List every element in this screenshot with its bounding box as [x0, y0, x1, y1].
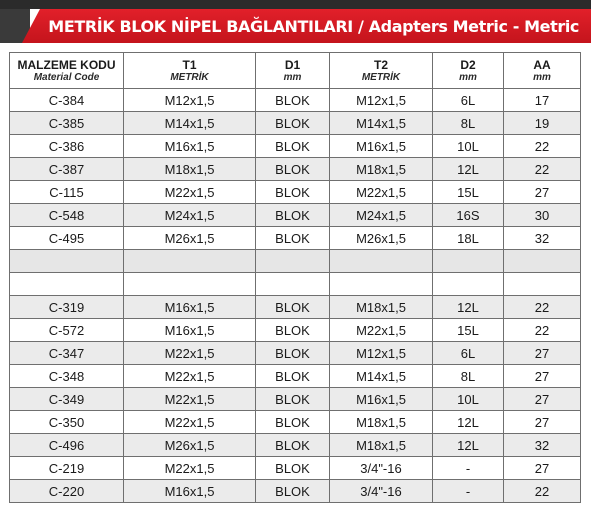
column-header-main: T2	[373, 57, 388, 72]
table-cell: M22x1,5	[124, 411, 256, 434]
table-cell: M26x1,5	[124, 434, 256, 457]
column-header	[256, 53, 330, 89]
table-cell: 10L	[433, 388, 504, 411]
table-cell: M16x1,5	[330, 388, 433, 411]
table-cell: M22x1,5	[330, 319, 433, 342]
table-cell: M24x1,5	[330, 204, 433, 227]
table-row	[10, 181, 581, 204]
table-row	[10, 365, 581, 388]
title-banner	[0, 9, 591, 43]
table-cell: BLOK	[256, 89, 330, 112]
table-cell: 22	[504, 319, 581, 342]
adapters-table	[9, 52, 581, 503]
table-cell: BLOK	[256, 296, 330, 319]
table-row	[10, 342, 581, 365]
table-cell: M18x1,5	[330, 158, 433, 181]
table-cell	[433, 273, 504, 296]
table-cell: M22x1,5	[124, 342, 256, 365]
table-row	[10, 204, 581, 227]
table-row	[10, 411, 581, 434]
table-cell: C-495	[10, 227, 124, 250]
table-row	[10, 457, 581, 480]
table-row	[10, 112, 581, 135]
table-cell: M24x1,5	[124, 204, 256, 227]
table-cell: M18x1,5	[330, 296, 433, 319]
table-cell: C-349	[10, 388, 124, 411]
table-cell: 19	[504, 112, 581, 135]
banner-title-separator: /	[358, 17, 364, 36]
table-cell: M18x1,5	[330, 434, 433, 457]
table-cell: BLOK	[256, 388, 330, 411]
table-cell: C-572	[10, 319, 124, 342]
table-cell: BLOK	[256, 135, 330, 158]
table-cell: -	[433, 457, 504, 480]
table-cell: 17	[504, 89, 581, 112]
table-cell: 27	[504, 342, 581, 365]
table-row	[10, 227, 581, 250]
table-cell: 22	[504, 480, 581, 503]
table-cell: M16x1,5	[124, 319, 256, 342]
table-cell: M18x1,5	[124, 158, 256, 181]
table-cell: BLOK	[256, 112, 330, 135]
table-cell: C-219	[10, 457, 124, 480]
column-header-sub: METRİK	[170, 71, 209, 83]
table-cell: 12L	[433, 296, 504, 319]
table-cell: C-319	[10, 296, 124, 319]
table-cell: M22x1,5	[124, 457, 256, 480]
table-cell: BLOK	[256, 365, 330, 388]
table-cell: BLOK	[256, 457, 330, 480]
column-header-sub: Material Code	[33, 71, 100, 83]
table-row-spacer	[10, 273, 581, 296]
table-cell: M26x1,5	[330, 227, 433, 250]
column-header-main: D2	[460, 57, 476, 72]
column-header-sub: mm	[459, 71, 477, 83]
table-cell: C-348	[10, 365, 124, 388]
header-row	[10, 53, 581, 89]
column-header	[504, 53, 581, 89]
table-cell: M12x1,5	[330, 342, 433, 365]
table-cell: C-386	[10, 135, 124, 158]
column-header	[124, 53, 256, 89]
table-cell: BLOK	[256, 480, 330, 503]
table-header	[10, 53, 581, 89]
table-cell: 12L	[433, 158, 504, 181]
banner-title	[48, 9, 579, 43]
table-cell: M14x1,5	[330, 365, 433, 388]
top-dark-strip	[0, 0, 591, 9]
table-cell: 27	[504, 388, 581, 411]
adapters-table-wrapper	[9, 52, 580, 503]
table-cell	[124, 273, 256, 296]
table-cell: 15L	[433, 181, 504, 204]
table-cell: 22	[504, 296, 581, 319]
table-cell: 27	[504, 181, 581, 204]
table-cell: C-548	[10, 204, 124, 227]
column-header-sub: METRİK	[361, 71, 401, 83]
column-header-main: D1	[284, 57, 301, 72]
table-row	[10, 319, 581, 342]
table-cell: BLOK	[256, 181, 330, 204]
table-cell: BLOK	[256, 411, 330, 434]
table-cell	[10, 273, 124, 296]
table-cell: M22x1,5	[124, 181, 256, 204]
table-cell	[504, 250, 581, 273]
table-cell: 10L	[433, 135, 504, 158]
table-cell: C-220	[10, 480, 124, 503]
table-row-spacer	[10, 250, 581, 273]
column-header	[433, 53, 504, 89]
table-cell: BLOK	[256, 434, 330, 457]
table-cell: C-350	[10, 411, 124, 434]
table-cell: 8L	[433, 112, 504, 135]
table-cell: 12L	[433, 411, 504, 434]
table-cell: 12L	[433, 434, 504, 457]
table-row	[10, 296, 581, 319]
table-cell: C-384	[10, 89, 124, 112]
table-cell: C-496	[10, 434, 124, 457]
table-cell: C-347	[10, 342, 124, 365]
table-row	[10, 388, 581, 411]
column-header-sub: mm	[533, 71, 551, 83]
table-row	[10, 135, 581, 158]
table-cell: 27	[504, 365, 581, 388]
table-cell: M26x1,5	[124, 227, 256, 250]
table-cell: 27	[504, 411, 581, 434]
table-cell: M12x1,5	[124, 89, 256, 112]
table-cell: M22x1,5	[124, 365, 256, 388]
column-header-main: T1	[182, 57, 197, 72]
table-cell: 8L	[433, 365, 504, 388]
table-cell	[124, 250, 256, 273]
banner-title-en: Adapters Metric - Metric	[368, 17, 579, 36]
column-header-main: AA	[533, 57, 551, 72]
table-cell: 6L	[433, 342, 504, 365]
table-row	[10, 89, 581, 112]
table-cell: M16x1,5	[124, 480, 256, 503]
table-cell: 22	[504, 135, 581, 158]
table-cell: BLOK	[256, 204, 330, 227]
column-header	[330, 53, 433, 89]
table-cell: -	[433, 480, 504, 503]
table-cell: M14x1,5	[330, 112, 433, 135]
table-cell: BLOK	[256, 227, 330, 250]
table-cell: 30	[504, 204, 581, 227]
table-cell: 6L	[433, 89, 504, 112]
table-cell: 3/4"-16	[330, 457, 433, 480]
table-cell: M22x1,5	[330, 181, 433, 204]
table-cell: 3/4"-16	[330, 480, 433, 503]
table-cell	[330, 250, 433, 273]
table-row	[10, 480, 581, 503]
table-cell: M16x1,5	[124, 135, 256, 158]
table-cell: M22x1,5	[124, 388, 256, 411]
table-cell: 22	[504, 158, 581, 181]
table-cell: 16S	[433, 204, 504, 227]
table-cell: 15L	[433, 319, 504, 342]
table-cell: 32	[504, 434, 581, 457]
table-cell: 27	[504, 457, 581, 480]
table-cell: 32	[504, 227, 581, 250]
table-cell: C-115	[10, 181, 124, 204]
column-header-main: MALZEME KODU	[17, 57, 116, 72]
table-cell: BLOK	[256, 342, 330, 365]
table-cell: M18x1,5	[330, 411, 433, 434]
table-cell	[256, 273, 330, 296]
table-cell	[504, 273, 581, 296]
table-row	[10, 158, 581, 181]
table-cell: C-385	[10, 112, 124, 135]
table-cell: M14x1,5	[124, 112, 256, 135]
banner-title-tr: METRİK BLOK NİPEL BAĞLANTILARI	[48, 17, 353, 36]
table-row	[10, 434, 581, 457]
column-header	[10, 53, 124, 89]
table-cell: M16x1,5	[124, 296, 256, 319]
table-cell	[433, 250, 504, 273]
table-cell	[10, 250, 124, 273]
table-body	[10, 89, 581, 503]
table-cell: BLOK	[256, 158, 330, 181]
table-cell: C-387	[10, 158, 124, 181]
column-header-sub: mm	[283, 71, 302, 83]
table-cell: BLOK	[256, 319, 330, 342]
table-cell: M12x1,5	[330, 89, 433, 112]
table-cell	[256, 250, 330, 273]
table-cell: 18L	[433, 227, 504, 250]
table-cell	[330, 273, 433, 296]
table-cell: M16x1,5	[330, 135, 433, 158]
